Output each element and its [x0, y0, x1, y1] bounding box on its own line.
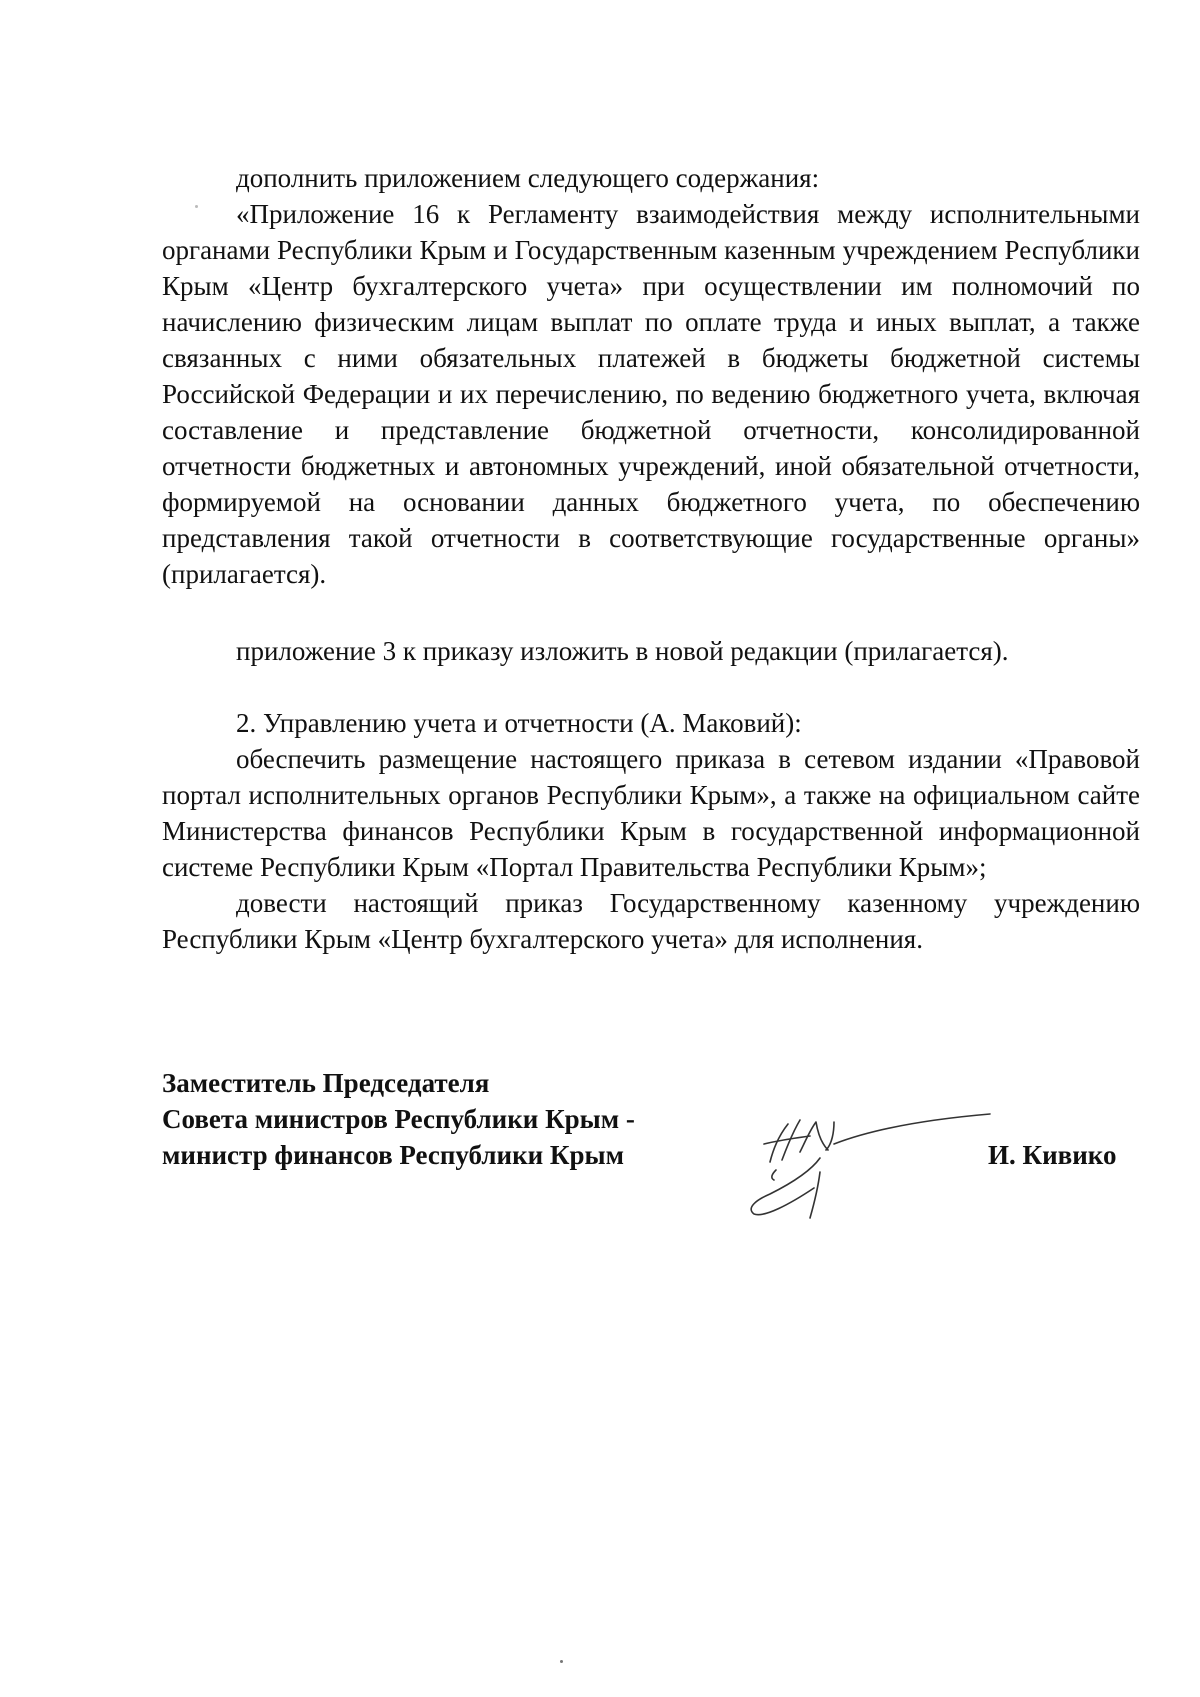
handwritten-signature [730, 1100, 1010, 1230]
appendix3-line: приложение 3 к приказу изложить в новой редакции (прилагается). [236, 636, 1009, 666]
scan-artifact-dot [560, 1660, 563, 1663]
item2-deliver-paragraph: довести настоящий приказ Государственному казенному учреждению Республики Крым «Центр бухгалтерского учета» для исполнения. [162, 888, 1140, 954]
scan-artifact-dot [195, 205, 198, 208]
appendix16-paragraph: «Приложение 16 к Регламенту взаимодействия между исполнительными органами Республики Крым и Государственным казенным учреждением Республики Крым «Центр бухгалтерского учета» при осуществлении им полномочий по начислению физическим лицам выплат по оплате труда и иных выплат, а также связанных с ними обязательных платежей в бюджеты бюджетной системы Российской Федерации и их перечислению, по ведению бюджетного учета, включая составление и представление бюджетной отчетности, консолидированной отчетности бюджетных и автономных учреждений, иной обязательной отчетности, формируемой на основании данных бюджетного учета, по обеспечению представления такой отчетности в соответствующие государственные органы» (прилагается). [162, 199, 1140, 589]
item2-heading: 2. Управлению учета и отчетности (А. Маковий): [236, 708, 802, 738]
appendix3-block [162, 633, 1140, 669]
intro-line: дополнить приложением следующего содержания: [236, 163, 820, 193]
signatory-title [162, 1065, 635, 1173]
item2-publish-paragraph: обеспечить размещение настоящего приказа в сетевом издании «Правовой портал исполнительных органов Республики Крым», а также на официальном сайте Министерства финансов Республики Крым в государственной информационной системе Республики Крым «Портал Правительства Республики Крым»; [162, 744, 1140, 882]
signatory-title-line3: министр финансов Республики Крым [162, 1140, 624, 1170]
signatory-title-line1: Заместитель Председателя [162, 1068, 490, 1098]
signer-name: И. Кивико [988, 1140, 1117, 1170]
amendment-block [162, 160, 1140, 592]
signatory-title-line2: Совета министров Республики Крым - [162, 1104, 635, 1134]
item2-block [162, 705, 1140, 957]
